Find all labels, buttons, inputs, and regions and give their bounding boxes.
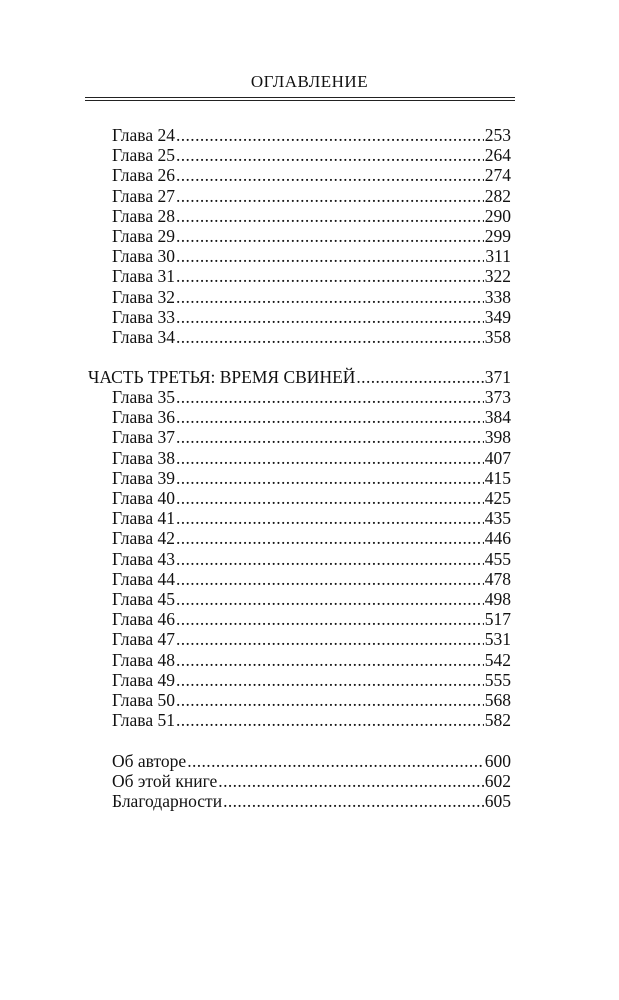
toc-entry-label: Глава 33 xyxy=(112,307,175,327)
toc-entry-label: Глава 38 xyxy=(112,448,175,468)
toc-entry-label: Об авторе xyxy=(112,751,187,771)
toc-chapter-entry xyxy=(112,287,511,307)
toc-leader-dots xyxy=(356,367,483,387)
toc-entry-label: Глава 43 xyxy=(112,549,175,569)
toc-entry-page: 542 xyxy=(484,650,511,670)
toc-chapter-entry xyxy=(112,448,511,468)
header-rule-bottom xyxy=(85,100,515,101)
toc-backmatter-entry xyxy=(112,771,511,791)
toc-entry-page: 435 xyxy=(484,508,511,528)
toc-leader-dots xyxy=(176,609,484,629)
toc-leader-dots xyxy=(176,125,484,145)
toc-entry-page: 322 xyxy=(484,266,511,286)
toc-entry-page: 311 xyxy=(485,246,511,266)
toc-entry-label: Глава 50 xyxy=(112,690,175,710)
toc-leader-dots xyxy=(176,488,484,508)
toc-entry-label: Глава 51 xyxy=(112,710,175,730)
toc-entry-label: Глава 24 xyxy=(112,125,175,145)
toc-entry-label: Глава 31 xyxy=(112,266,175,286)
page-title: ОГЛАВЛЕНИЕ xyxy=(250,72,369,91)
toc-chapter-entry xyxy=(112,508,511,528)
toc-chapter-entry xyxy=(112,609,511,629)
toc-chapter-entry xyxy=(112,427,511,447)
toc-leader-dots xyxy=(176,226,484,246)
toc-chapter-entry xyxy=(112,629,511,649)
toc-chapter-entry xyxy=(112,246,511,266)
toc-leader-dots xyxy=(176,145,484,165)
toc-entry-label: Глава 49 xyxy=(112,670,175,690)
toc-leader-dots xyxy=(176,165,484,185)
toc-entry-label: Глава 45 xyxy=(112,589,175,609)
toc-chapter-entry xyxy=(112,650,511,670)
toc-leader-dots xyxy=(176,448,484,468)
toc-entry-page: 555 xyxy=(484,670,511,690)
toc-entry-page: 478 xyxy=(484,569,511,589)
toc-leader-dots xyxy=(176,569,484,589)
toc-entry-page: 358 xyxy=(484,327,511,347)
toc-chapter-entry xyxy=(112,387,511,407)
toc-chapter-entry xyxy=(112,266,511,286)
toc-leader-dots xyxy=(187,751,484,771)
toc-entry-page: 290 xyxy=(484,206,511,226)
toc-entry-page: 384 xyxy=(484,407,511,427)
toc-leader-dots xyxy=(176,528,484,548)
toc-leader-dots xyxy=(176,206,484,226)
toc-entry-label: Глава 48 xyxy=(112,650,175,670)
toc-entry-page: 373 xyxy=(484,387,511,407)
toc-entry-page: 264 xyxy=(484,145,511,165)
toc-leader-dots xyxy=(176,508,484,528)
toc-chapter-entry xyxy=(112,165,511,185)
toc-chapter-entry xyxy=(112,206,511,226)
toc-entry-label: ЧАСТЬ ТРЕТЬЯ: ВРЕМЯ СВИНЕЙ xyxy=(88,367,356,387)
toc-leader-dots xyxy=(218,771,483,791)
toc-leader-dots xyxy=(176,427,484,447)
toc-entry-label: Глава 29 xyxy=(112,226,175,246)
toc-entry-page: 282 xyxy=(484,186,511,206)
toc-entry-page: 531 xyxy=(484,629,511,649)
toc-chapter-entry xyxy=(112,125,511,145)
toc-chapter-entry xyxy=(112,589,511,609)
toc-part-entry xyxy=(88,367,511,387)
toc-chapter-entry xyxy=(112,145,511,165)
toc-chapter-entry xyxy=(112,327,511,347)
toc-entry-page: 407 xyxy=(484,448,511,468)
toc-leader-dots xyxy=(176,710,484,730)
toc-entry-label: Глава 25 xyxy=(112,145,175,165)
toc-entry-page: 371 xyxy=(484,367,511,387)
toc-chapter-entry xyxy=(112,488,511,508)
toc-backmatter-entry xyxy=(112,791,511,811)
toc-entry-label: Глава 42 xyxy=(112,528,175,548)
toc-entry-label: Глава 28 xyxy=(112,206,175,226)
toc-chapter-entry xyxy=(112,307,511,327)
toc-chapter-entry xyxy=(112,710,511,730)
toc-entry-label: Глава 47 xyxy=(112,629,175,649)
toc-entry-label: Глава 44 xyxy=(112,569,175,589)
toc-leader-dots xyxy=(176,670,484,690)
toc-chapter-entry xyxy=(112,670,511,690)
toc-entry-page: 398 xyxy=(484,427,511,447)
toc-chapter-entry xyxy=(112,690,511,710)
header-rule-top xyxy=(85,97,515,98)
toc-entry-page: 349 xyxy=(484,307,511,327)
toc-entry-page: 338 xyxy=(484,287,511,307)
toc-entry-page: 602 xyxy=(484,771,511,791)
toc-leader-dots xyxy=(176,327,484,347)
toc-entry-label: Глава 32 xyxy=(112,287,175,307)
toc-leader-dots xyxy=(176,690,484,710)
toc-entry-page: 446 xyxy=(484,528,511,548)
toc-leader-dots xyxy=(176,287,484,307)
toc-chapter-entry xyxy=(112,569,511,589)
toc-leader-dots xyxy=(176,629,484,649)
toc-entry-label: Глава 30 xyxy=(112,246,175,266)
toc-entry-label: Глава 46 xyxy=(112,609,175,629)
toc-chapter-entry xyxy=(112,549,511,569)
toc-entry-label: Глава 34 xyxy=(112,327,175,347)
toc-leader-dots xyxy=(176,407,484,427)
toc-chapter-entry xyxy=(112,528,511,548)
toc-entry-label: Глава 36 xyxy=(112,407,175,427)
toc-entry-label: Глава 35 xyxy=(112,387,175,407)
toc-entry-label: Глава 41 xyxy=(112,508,175,528)
toc-entry-page: 605 xyxy=(484,791,511,811)
toc-entry-page: 600 xyxy=(484,751,511,771)
toc-entry-page: 517 xyxy=(484,609,511,629)
toc-entry-label: Глава 39 xyxy=(112,468,175,488)
toc-entry-label: Благодарности xyxy=(112,791,223,811)
toc-leader-dots xyxy=(176,246,484,266)
toc-entry-page: 455 xyxy=(484,549,511,569)
toc-entry-page: 568 xyxy=(484,690,511,710)
toc-entry-page: 299 xyxy=(484,226,511,246)
toc-leader-dots xyxy=(176,307,484,327)
toc-entry-label: Глава 26 xyxy=(112,165,175,185)
toc-entry-label: Глава 40 xyxy=(112,488,175,508)
toc-chapter-entry xyxy=(112,186,511,206)
toc-entry-page: 415 xyxy=(484,468,511,488)
toc-entry-page: 498 xyxy=(484,589,511,609)
toc-entry-page: 582 xyxy=(484,710,511,730)
toc-leader-dots xyxy=(176,387,484,407)
toc-leader-dots xyxy=(176,589,484,609)
toc-chapter-entry xyxy=(112,407,511,427)
toc-leader-dots xyxy=(176,549,484,569)
toc-leader-dots xyxy=(176,186,484,206)
toc-entry-label: Глава 27 xyxy=(112,186,175,206)
toc-entry-page: 253 xyxy=(484,125,511,145)
toc-backmatter-entry xyxy=(112,751,511,771)
toc-leader-dots xyxy=(176,650,484,670)
toc-leader-dots xyxy=(176,468,484,488)
toc-leader-dots xyxy=(223,791,484,811)
toc-entry-label: Об этой книге xyxy=(112,771,218,791)
toc-entry-page: 425 xyxy=(484,488,511,508)
toc-entry-label: Глава 37 xyxy=(112,427,175,447)
toc-chapter-entry xyxy=(112,468,511,488)
toc-entry-page: 274 xyxy=(484,165,511,185)
toc-chapter-entry xyxy=(112,226,511,246)
toc-leader-dots xyxy=(176,266,484,286)
